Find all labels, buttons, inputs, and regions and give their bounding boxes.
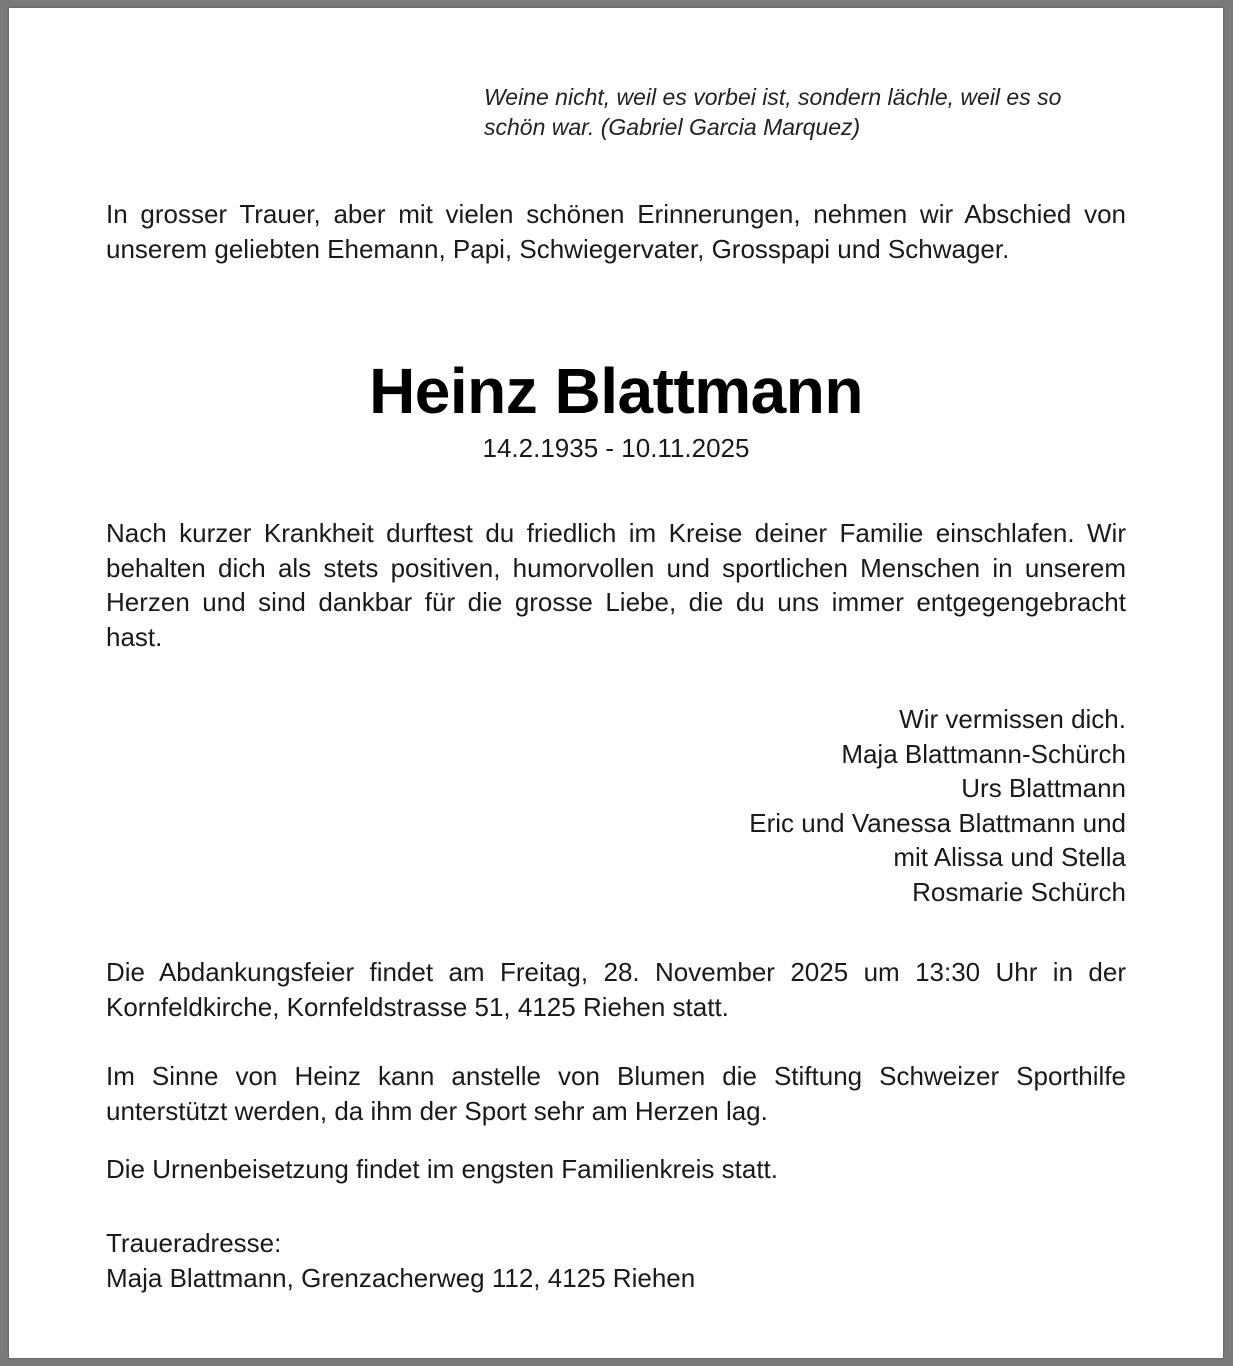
mourning-address [106,1226,695,1295]
obituary-page [9,8,1223,1358]
deceased-name: Heinz Blattmann [369,355,863,427]
signature-line: Wir vermissen dich. [899,704,1126,734]
motto-quote: Weine nicht, weil es vorbei ist, sondern lächle, weil es so schön war. (Gabriel Garcia Marquez) [484,84,1062,140]
signature-line: mit Alissa und Stella [893,842,1126,873]
family-signature [749,702,1126,910]
signature-line: Eric und Vanessa Blattmann und [749,807,1126,838]
life-dates: 14.2.1935 - 10.11.2025 [482,433,750,463]
signature-line: Rosmarie Schürch [912,876,1126,907]
urn-paragraph: Die Urnenbeisetzung findet im engsten Familienkreis statt. [106,1154,778,1184]
ceremony-paragraph: Die Abdankungsfeier findet am Freitag, 28. November 2025 um 13:30 Uhr in der Kornfeldkirche, Kornfeldstrasse 51, 4125 Riehen statt. [106,957,1126,1022]
signature-line: Urs Blattmann [961,773,1126,804]
message-paragraph: Nach kurzer Krankheit durftest du friedlich im Kreise deiner Familie einschlafen. Wir behalten dich als stets positiven, humorvollen und sportlichen Menschen in unserem Herzen und sind dankbar für die grosse Liebe, die du uns immer entgegengebracht hast. [106,518,1126,652]
signature-line: Maja Blattmann-Schürch [841,738,1126,769]
intro-paragraph: In grosser Trauer, aber mit vielen schönen Erinnerungen, nehmen wir Abschied von unserem geliebten Ehemann, Papi, Schwiegervater, Grosspapi und Schwager. [106,199,1126,264]
address-value: Maja Blattmann, Grenzacherweg 112, 4125 Riehen [106,1262,696,1293]
donation-paragraph: Im Sinne von Heinz kann anstelle von Blumen die Stiftung Schweizer Sporthilfe unterstützt werden, da ihm der Sport sehr am Herzen lag. [106,1061,1126,1126]
address-label: Traueradresse: [106,1228,282,1258]
